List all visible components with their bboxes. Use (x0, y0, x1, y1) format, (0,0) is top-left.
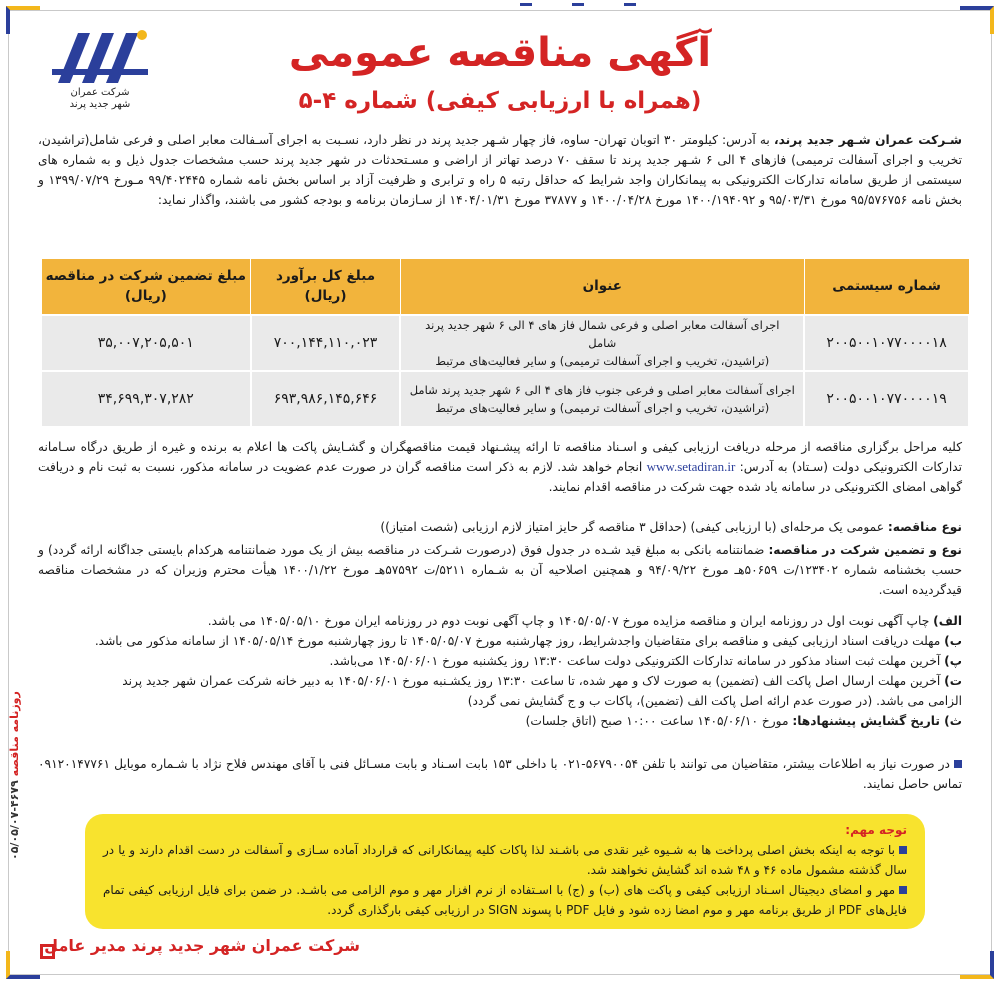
cell-estimate: ۶۹۳,۹۸۶,۱۴۵,۶۴۶ (251, 371, 401, 427)
cell-subject-line2: (تراشیدن، تخریب و اجرای آسفالت ترمیمی) و سایر فعالیت‌های مرتبط (435, 400, 770, 415)
tender-type-label: نوع مناقصه: (887, 520, 962, 534)
page-title: آگهی مناقصه عمومی (288, 30, 712, 76)
cell-system-no: ۲۰۰۵۰۰۱۰۷۷۰۰۰۰۱۹ (804, 371, 969, 427)
tender-type-text: عمومی یک مرحله‌ای (با ارزیابی کیفی) (حداقل ۳ مناقصه گر حایز امتیاز لازم ارزیابی (شصت امتیاز)) (380, 520, 888, 534)
attention-box (85, 814, 925, 929)
company-name: شـرکت عمران شـهر جدید پرند، (773, 133, 962, 147)
col-estimate-unit: (ریال) (304, 288, 347, 305)
list-item (38, 611, 962, 631)
contact-text: در صورت نیاز به اطلاعات بیشتر، متقاضیان می توانند با تلفن ۵۶۷۹۰۰۵۴-۰۲۱ با داخلی ۱۵۳ بابت اسـناد و بابت مسـائل فنی با آقای مهندس فلاح نژاد با شـماره موبایل ۰۹۱۲۰۱۴۷۷۶۱ تماس حاصل نمایند. (38, 757, 962, 791)
list-item-text: مورخ ۱۴۰۵/۰۶/۱۰ ساعت ۱۰:۰۰ صبح (اتاق جلسات) (525, 714, 793, 728)
corner-mark (960, 6, 994, 34)
contact-paragraph (38, 754, 962, 794)
attention-text: با توجه به اینکه بخش اصلی پرداخت ها به شـیوه غیر نقدی می باشـند لذا پاکات کلیه پیمانکارانی که قرارداد آماده سـازی و آسفالت در دست اقدام دارند و یا در سال گذشته مشمول ماده ۴۶ و ۴۸ شده اند گشایش نخواهند شد. (103, 843, 907, 877)
bullet-icon (899, 846, 907, 854)
logo-mark-icon (48, 25, 152, 87)
tender-table (40, 258, 970, 428)
top-marks (520, 0, 636, 6)
col-estimate (251, 259, 401, 315)
cell-guarantee: ۳۵,۰۰۷,۲۰۵,۵۰۱ (41, 315, 251, 371)
logo-text-line1: شرکت عمران (70, 87, 130, 98)
logo-text-line2: شهر جدید پرند (69, 99, 131, 110)
side-imprint-text (8, 691, 21, 860)
attention-heading: توجه مهم: (845, 823, 907, 837)
list-item-text: مهلت دریافت اسناد ارزیابی کیفی و مناقصه برای متقاضیان واجدشرایط، روز چهارشنبه مورخ ۱۴۰۵/۰۵/۰۷ تا روز چهارشنبه مورخ ۱۴۰۵/۰۵/۱۴ از سامانه مذکور می باشد. (94, 634, 945, 648)
setad-link[interactable]: www.setadiran.ir (646, 459, 736, 474)
col-guarantee-label: مبلغ تضمین شرکت در مناقصه (45, 268, 246, 285)
corner-mark (960, 951, 994, 979)
attention-item (103, 840, 907, 880)
cell-system-no: ۲۰۰۵۰۰۱۰۷۷۰۰۰۰۱۸ (804, 315, 969, 371)
list-item-label: ث) تاریخ گشایش پیشنهادها: (792, 714, 962, 728)
bullet-icon (899, 886, 907, 894)
procedure-text: کلیه مراحل برگزاری مناقصه از مرحله دریافت ارزیابی کیفی و اسـناد مناقصه تا ارائه پیشـنهاد قیمت مناقصهگران و گشـایش پاکت ها اعلام به برنده و غیره از طریق درگاه سـامانه تدارکات الکترونیکی دولت (سـتاد) به آدرس: (38, 440, 962, 474)
list-item (38, 711, 962, 731)
table-row (41, 371, 969, 427)
list-item (38, 651, 962, 671)
newspaper-name: روزنامه مناقصه (8, 691, 21, 777)
schedule-list (38, 611, 962, 731)
side-imprint (0, 690, 28, 860)
list-item (38, 691, 962, 711)
list-item-text: آخرین مهلت ارسال اصل پاکت الف (تضمین) به صورت لاک و مهر شده، تا ساعت ۱۳:۳۰ روز یکشـنبه مورخ ۱۴۰۵/۰۶/۰۱ به دبیر خانه شرکت عمران شهر جدید پرند (122, 674, 945, 688)
bullet-icon (954, 760, 962, 768)
signature-line: شرکت عمران شهر جدید پرند مدیر عامل (44, 936, 360, 955)
company-logo (40, 25, 160, 120)
tender-type-paragraph (38, 517, 962, 537)
issue-code: ۴۶۷۹-۰۵/۰۵/۰۷ (8, 780, 21, 860)
table-header-row (41, 259, 969, 315)
page-subtitle: (همراه با ارزیابی کیفی) شماره ۴-۵ (298, 88, 702, 114)
col-estimate-label: مبلغ کل برآورد (275, 268, 376, 285)
cell-subject-line1: اجرای آسفالت معابر اصلی و فرعی شمال فاز های ۴ الی ۶ شهر جدید پرند شامل (425, 317, 780, 350)
col-guarantee (41, 259, 251, 315)
cell-subject-line1: اجرای آسفالت معابر اصلی و فرعی جنوب فاز های ۴ الی ۶ شهر جدید پرند شامل (409, 382, 795, 397)
list-item-label: پ) (944, 654, 962, 668)
list-item-label: الف) (933, 614, 962, 628)
guarantee-type-text: ضمانتنامه بانکی به مبلغ قید شـده در جدول فوق (درصورت شـرکت در مناقصه بیش از یک مورد ضمانتنامه هرکدام بایستی جداگانه ارائه گردد) و حسب بخشنامه شماره ۱۲۳۴۰۲/ت ۵۰۶۵۹هـ مورخ ۹۴/۰۹/۲۲ و همچنین اصلاحیه آن به شـماره ۵۲۱۱/ت ۵۷۵۹۲هـ مورخ ۱۴۰۰/۱/۲۲ هیأت محترم وزیران که در مشخصات مناقصه قیدگردیده است. (38, 543, 962, 597)
cell-subject (400, 315, 804, 371)
col-guarantee-unit: (ریال) (124, 288, 167, 305)
list-item-label: ت) (944, 674, 962, 688)
guarantee-type-paragraph (38, 540, 962, 600)
cell-subject-line2: (تراشیدن، تخریب و اجرای آسفالت ترمیمی) و سایر فعالیت‌های مرتبط (435, 353, 770, 368)
list-item-label: ب) (944, 634, 962, 648)
attention-text: مهر و امضای دیجیتال اسـناد ارزیابی کیفی و پاکت های (ب) و (ج) با اسـتفاده از نرم افزار مهر و موم الزامی می باشـد. در ضمن برای فایل ارزیابی کیفی تمام فایل‌های PDF از طریق برنامه مهر و موم امضا زده شود و فایل PDF با پسوند SIGN در ارزیابی کیفی بارگذاری گردد. (103, 883, 907, 917)
col-subject: عنوان (400, 259, 804, 315)
attention-item (103, 880, 907, 920)
table-row (41, 315, 969, 371)
corner-mark (6, 951, 40, 979)
cell-estimate: ۷۰۰,۱۴۴,۱۱۰,۰۲۳ (251, 315, 401, 371)
cell-subject (400, 371, 804, 427)
list-item-text: آخرین مهلت ثبت اسناد مذکور در سامانه تدارکات الکترونیکی دولت ساعت ۱۳:۳۰ روز یکشنبه مورخ ۱۴۰۵/۰۶/۰۱ می‌باشد. (329, 654, 945, 668)
corner-mark (6, 6, 40, 34)
intro-paragraph (38, 130, 962, 210)
cell-guarantee: ۳۴,۶۹۹,۳۰۷,۲۸۲ (41, 371, 251, 427)
procedure-paragraph (38, 437, 962, 497)
list-item-text: الزامی می باشد. (در صورت عدم ارائه اصل پاکت الف (تضمین)، پاکات ب و ج گشایش نمی گردد) (467, 694, 962, 708)
list-item-text: چاپ آگهی نوبت اول در روزنامه ایران و مناقصه مزایده مورخ ۱۴۰۵/۰۵/۰۷ و چاپ آگهی نوبت دوم در روزنامه ایران مورخ ۱۴۰۵/۰۵/۱۰ می باشد. (207, 614, 934, 628)
intro-text: به آدرس: کیلومتر ۳۰ اتوبان تهران- ساوه، فاز چهار شـهر جدید پرند در نظر دارد، نسـبت به اجرای آسـفالت معابر اصلی و فرعی شامل(تراشیدن، تخریب و اجرای آسفالت ترمیمی) فازهای ۴ الی ۶ شـهر جدید پرند تا سقف ۷۰ درصد تهاتر از اراضی و مسـتحدثات در شهر جدید پرند حسب مشخصات جدول ذیل و به شماره های سیستمی از طریق سامانه تدارکات الکترونیکی به پیمانکاران واجد شرایط که حداقل رتبه ۵ راه و ترابری و ظرفیت آزاد بر اساس بخش نامه شماره ۹۹/۴۰۲۴۴۵ مـورخ ۱۳۹۹/۰۷/۲۹ و بخش نامه ۹۵/۵۷۶۷۵۶ مورخ ۹۵/۰۳/۳۱ و ۱۴۰۰/۱۹۴۰۹۲ مورخ ۱۴۰۰/۰۴/۲۸ و ۳۷۸۷۷ مورخ ۱۴۰۴/۰۱/۳۱ از سـازمان برنامه و بودجه کشور می باشند، واگذار نماید: (38, 133, 962, 207)
col-system-no: شماره سیستمی (804, 259, 969, 315)
list-item (38, 671, 962, 691)
list-item (38, 631, 962, 651)
guarantee-type-label: نوع و تضمین شرکت در مناقصه: (768, 543, 962, 557)
procedure-text-end: انجام خواهد شد. لازم به ذکر است مناقصه گران در صورت عدم عضویت در سامانه مذکور، نسبت به ثبت نام و دریافت گواهی امضای الکترونیکی در سامانه یاد شده جهت شرکت در مناقصه اقدام نمایند. (38, 460, 962, 494)
